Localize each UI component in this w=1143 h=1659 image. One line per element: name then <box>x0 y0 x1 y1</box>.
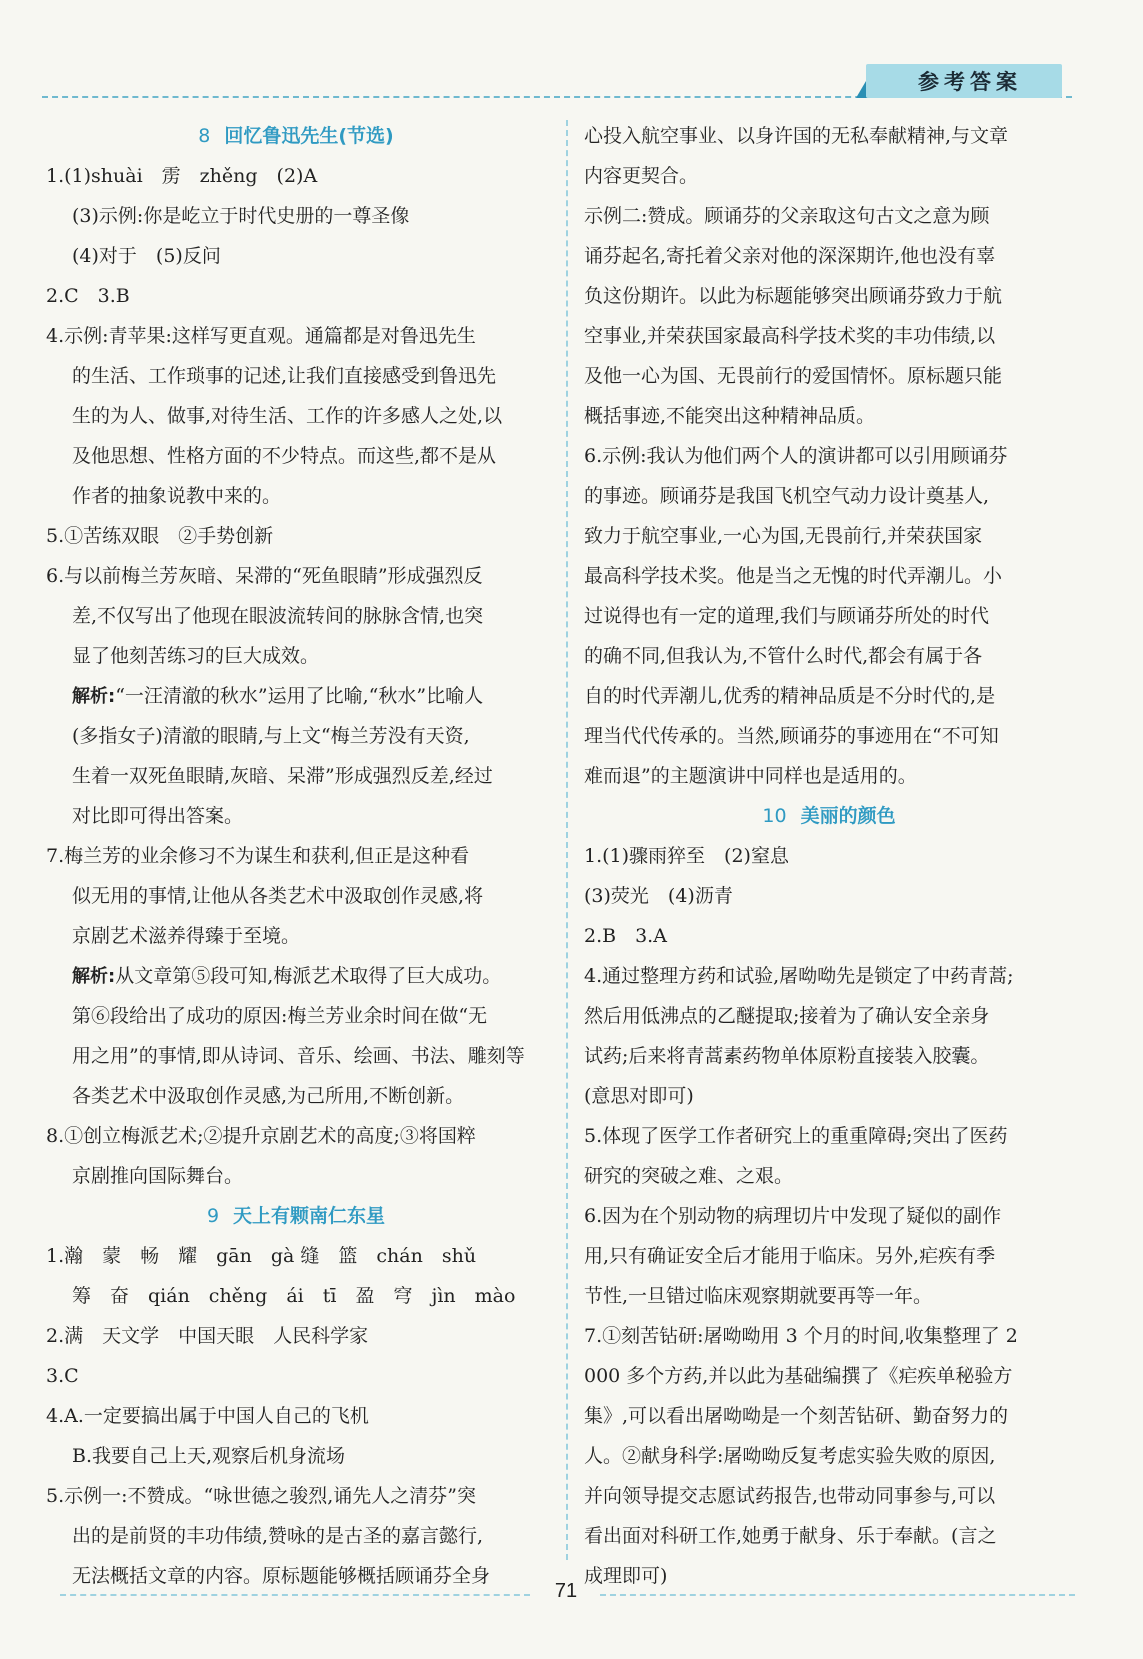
answer-line <box>46 1396 546 1436</box>
answer-line <box>46 756 546 796</box>
answer-text: 2.B 3.A <box>584 925 667 947</box>
answer-line <box>584 636 1074 676</box>
answer-text: 6.示例:我认为他们两个人的演讲都可以引用顾诵芬 <box>584 445 1008 467</box>
answer-line <box>46 1156 546 1196</box>
answer-text: 最高科学技术奖。他是当之无愧的时代弄潮儿。小 <box>584 565 1003 587</box>
section-title: 回忆鲁迅先生(节选) <box>224 125 394 147</box>
answer-text: 诵芬起名,寄托着父亲对他的深深期许,他也没有辜 <box>584 245 996 267</box>
answer-text: 6.与以前梅兰芳灰暗、呆滞的“死鱼眼睛”形成强烈反 <box>46 565 483 587</box>
answer-line <box>584 1516 1074 1556</box>
answer-line <box>46 1316 546 1356</box>
answer-line <box>584 1036 1074 1076</box>
answer-line <box>584 716 1074 756</box>
answer-line <box>584 996 1074 1036</box>
answer-line <box>584 396 1074 436</box>
page-number: 71 <box>554 1580 578 1602</box>
answer-text: 研究的突破之难、之艰。 <box>584 1165 794 1187</box>
answer-line <box>584 1556 1074 1596</box>
answer-line <box>46 596 546 636</box>
answer-line <box>46 436 546 476</box>
answer-line <box>584 436 1074 476</box>
answer-line <box>584 476 1074 516</box>
answer-line <box>584 1076 1074 1116</box>
answer-text: 从文章第⑤段可知,梅派艺术取得了巨大成功。 <box>115 965 502 987</box>
answer-text: 显了他刻苦练习的巨大成效。 <box>72 645 320 667</box>
answer-text: 然后用低沸点的乙醚提取;接着为了确认安全亲身 <box>584 1005 990 1027</box>
answer-line <box>46 676 546 716</box>
answer-text: “一汪清澈的秋水”运用了比喻,“秋水”比喻人 <box>115 685 484 707</box>
answer-text: 负这份期许。以此为标题能够突出顾诵芬致力于航 <box>584 285 1003 307</box>
answer-text: 及他一心为国、无畏前行的爱国情怀。原标题只能 <box>584 365 1003 387</box>
answer-line <box>46 1436 546 1476</box>
answer-text: 并向领导提交志愿试药报告,也带动同事参与,可以 <box>584 1485 996 1507</box>
answer-line <box>584 916 1074 956</box>
answer-line <box>584 1316 1074 1356</box>
answer-text: 8.①创立梅派艺术;②提升京剧艺术的高度;③将国粹 <box>46 1125 476 1147</box>
answer-line <box>46 1476 546 1516</box>
answer-line <box>584 836 1074 876</box>
answer-text: 示例二:赞成。顾诵芬的父亲取这句古文之意为顾 <box>584 205 990 227</box>
answer-text: 2.C 3.B <box>46 285 130 307</box>
answer-text: 及他思想、性格方面的不少特点。而这些,都不是从 <box>72 445 497 467</box>
section-heading <box>46 1196 546 1236</box>
answer-text: (4)对于 (5)反问 <box>72 245 221 267</box>
answer-line <box>46 1116 546 1156</box>
answer-text: 4.通过整理方药和试验,屠呦呦先是锁定了中药青蒿; <box>584 965 1014 987</box>
answer-line <box>584 1116 1074 1156</box>
answer-line <box>46 196 546 236</box>
answer-line <box>46 236 546 276</box>
answer-text: 京剧推向国际舞台。 <box>72 1165 244 1187</box>
section-number: 8 <box>198 125 211 147</box>
column-divider <box>566 120 568 1560</box>
answer-text: 理当代代传承的。当然,顾诵芬的事迹用在“不可知 <box>584 725 999 747</box>
answer-line <box>46 636 546 676</box>
answer-text: 的事迹。顾诵芬是我国飞机空气动力设计奠基人, <box>584 485 990 507</box>
section-number: 10 <box>762 805 787 827</box>
answer-line <box>46 876 546 916</box>
answer-text: 第⑥段给出了成功的原因:梅兰芳业余时间在做“无 <box>72 1005 488 1027</box>
answer-text: 成理即可) <box>584 1565 668 1587</box>
answer-text: 致力于航空事业,一心为国,无畏前行,并荣获国家 <box>584 525 983 547</box>
section-heading <box>46 116 546 156</box>
answer-text: 难而退”的主题演讲中同样也是适用的。 <box>584 765 917 787</box>
answer-line <box>46 716 546 756</box>
answer-text: 000 多个方药,并以此为基础编撰了《疟疾单秘验方 <box>584 1365 1013 1387</box>
answer-line <box>584 236 1074 276</box>
answer-line <box>584 276 1074 316</box>
answer-text: 集》,可以看出屠呦呦是一个刻苦钻研、勤奋努力的 <box>584 1405 1009 1427</box>
answer-text: 5.示例一:不赞成。“咏世德之骏烈,诵先人之清芬”突 <box>46 1485 476 1507</box>
answer-text: 自的时代弄潮儿,优秀的精神品质是不分时代的,是 <box>584 685 996 707</box>
answer-text: 心投入航空事业、以身许国的无私奉献精神,与文章 <box>584 125 1009 147</box>
answer-text: 5.①苦练双眼 ②手势创新 <box>46 525 274 547</box>
answer-text: 7.梅兰芳的业余修习不为谋生和获利,但正是这种看 <box>46 845 470 867</box>
answer-line <box>584 116 1074 156</box>
analysis-label: 解析: <box>72 966 116 987</box>
answer-line <box>46 1516 546 1556</box>
section-title: 天上有颗南仁东星 <box>233 1205 386 1227</box>
answer-text: 2.满 天文学 中国天眼 人民科学家 <box>46 1325 369 1347</box>
left-column <box>46 116 546 1596</box>
answer-text: (3)荧光 (4)沥青 <box>584 885 733 907</box>
section-heading <box>584 796 1074 836</box>
answer-line <box>584 596 1074 636</box>
answer-text: 4.A.一定要搞出属于中国人自己的飞机 <box>46 1405 369 1427</box>
answer-line <box>584 1156 1074 1196</box>
answer-text: 节性,一旦错过临床观察期就要再等一年。 <box>584 1285 933 1307</box>
answer-text: 京剧艺术滋养得臻于至境。 <box>72 925 301 947</box>
answer-line <box>584 956 1074 996</box>
answer-line <box>46 476 546 516</box>
answer-line <box>46 836 546 876</box>
section-number: 9 <box>206 1205 220 1227</box>
answer-text: 7.①刻苦钻研:屠呦呦用 3 个月的时间,收集整理了 2 <box>584 1325 1018 1347</box>
answer-line <box>46 276 546 316</box>
answer-line <box>584 1236 1074 1276</box>
answer-line <box>46 1036 546 1076</box>
answer-line <box>46 156 546 196</box>
answer-text: 生的为人、做事,对待生活、工作的许多感人之处,以 <box>72 405 503 427</box>
answer-text: 差,不仅写出了他现在眼波流转间的脉脉含情,也突 <box>72 605 484 627</box>
answer-line <box>46 356 546 396</box>
answer-text: 4.示例:青苹果:这样写更直观。通篇都是对鲁迅先生 <box>46 325 476 347</box>
answer-text: 用之用”的事情,即从诗词、音乐、绘画、书法、雕刻等 <box>72 1045 525 1067</box>
answer-text: 过说得也有一定的道理,我们与顾诵芬所处的时代 <box>584 605 990 627</box>
answer-text: 生着一双死鱼眼睛,灰暗、呆滞”形成强烈反差,经过 <box>72 765 493 787</box>
answer-text: 用,只有确证安全后才能用于临床。另外,疟疾有季 <box>584 1245 996 1267</box>
answer-line <box>584 1276 1074 1316</box>
answer-text: 无法概括文章的内容。原标题能够概括顾诵芬全身 <box>72 1565 491 1587</box>
answer-line <box>584 1356 1074 1396</box>
right-column <box>584 116 1074 1596</box>
answer-text: 的确不同,但我认为,不管什么时代,都会有属于各 <box>584 645 983 667</box>
answer-text: 各类艺术中汲取创作灵感,为己所用,不断创新。 <box>72 1085 465 1107</box>
section-title: 美丽的颜色 <box>800 805 896 827</box>
answer-text: (3)示例:你是屹立于时代史册的一尊圣像 <box>72 205 410 227</box>
answer-text: (意思对即可) <box>584 1085 694 1107</box>
answer-text: 概括事迹,不能突出这种精神品质。 <box>584 405 876 427</box>
answer-line <box>46 556 546 596</box>
footer-divider-left <box>60 1594 530 1596</box>
answer-line <box>584 1436 1074 1476</box>
answer-text: B.我要自己上天,观察后机身流场 <box>72 1445 346 1467</box>
answer-text: (多指女子)清澈的眼睛,与上文“梅兰芳没有天资, <box>72 725 470 747</box>
answer-line <box>584 756 1074 796</box>
answer-line <box>46 396 546 436</box>
answer-line <box>46 516 546 556</box>
answer-text: 3.C <box>46 1365 79 1387</box>
answer-text: 内容更契合。 <box>584 165 699 187</box>
answer-text: 1.瀚 蒙 畅 耀 gān gà 缝 篮 chán shǔ <box>46 1245 477 1267</box>
answer-text: 试药;后来将青蒿素药物单体原粉直接装入胶囊。 <box>584 1045 990 1067</box>
answer-line <box>584 356 1074 396</box>
answer-line <box>584 156 1074 196</box>
answer-text: 对比即可得出答案。 <box>72 805 244 827</box>
answer-text: 作者的抽象说教中来的。 <box>72 485 282 507</box>
answer-text: 人。②献身科学:屠呦呦反复考虑实验失败的原因, <box>584 1445 996 1467</box>
answer-line <box>584 556 1074 596</box>
analysis-label: 解析: <box>72 686 116 707</box>
answer-line <box>46 996 546 1036</box>
answer-line <box>46 796 546 836</box>
answer-line <box>46 916 546 956</box>
answer-line <box>584 876 1074 916</box>
answer-text: 1.(1)骤雨猝至 (2)窒息 <box>584 845 789 867</box>
answer-text: 6.因为在个别动物的病理切片中发现了疑似的副作 <box>584 1205 1002 1227</box>
answer-text: 似无用的事情,让他从各类艺术中汲取创作灵感,将 <box>72 885 484 907</box>
answer-line <box>584 676 1074 716</box>
answer-text: 出的是前贤的丰功伟绩,赞咏的是古圣的嘉言懿行, <box>72 1525 484 1547</box>
answer-text: 筹 奋 qián chěng ái tī 盈 穹 jìn mào <box>72 1285 516 1307</box>
answer-text: 看出面对科研工作,她勇于献身、乐于奉献。(言之 <box>584 1525 997 1547</box>
answer-line <box>46 1356 546 1396</box>
answer-line <box>584 196 1074 236</box>
page-header-title: 参考答案 <box>918 70 1022 94</box>
answer-text: 的生活、工作琐事的记述,让我们直接感受到鲁迅先 <box>72 365 497 387</box>
answer-line <box>584 316 1074 356</box>
answer-line <box>584 516 1074 556</box>
answer-line <box>46 1076 546 1116</box>
answer-text: 空事业,并荣获国家最高科学技术奖的丰功伟绩,以 <box>584 325 996 347</box>
answer-text: 1.(1)shuài 雳 zhěng (2)A <box>46 165 318 187</box>
answer-line <box>584 1196 1074 1236</box>
answer-line <box>46 956 546 996</box>
answer-line <box>584 1396 1074 1436</box>
answer-line <box>46 1556 546 1596</box>
answer-line <box>46 1236 546 1276</box>
footer-divider-right <box>600 1594 1075 1596</box>
answer-line <box>584 1476 1074 1516</box>
answer-line <box>46 1276 546 1316</box>
answer-text: 5.体现了医学工作者研究上的重重障碍;突出了医药 <box>584 1125 1008 1147</box>
answer-line <box>46 316 546 356</box>
